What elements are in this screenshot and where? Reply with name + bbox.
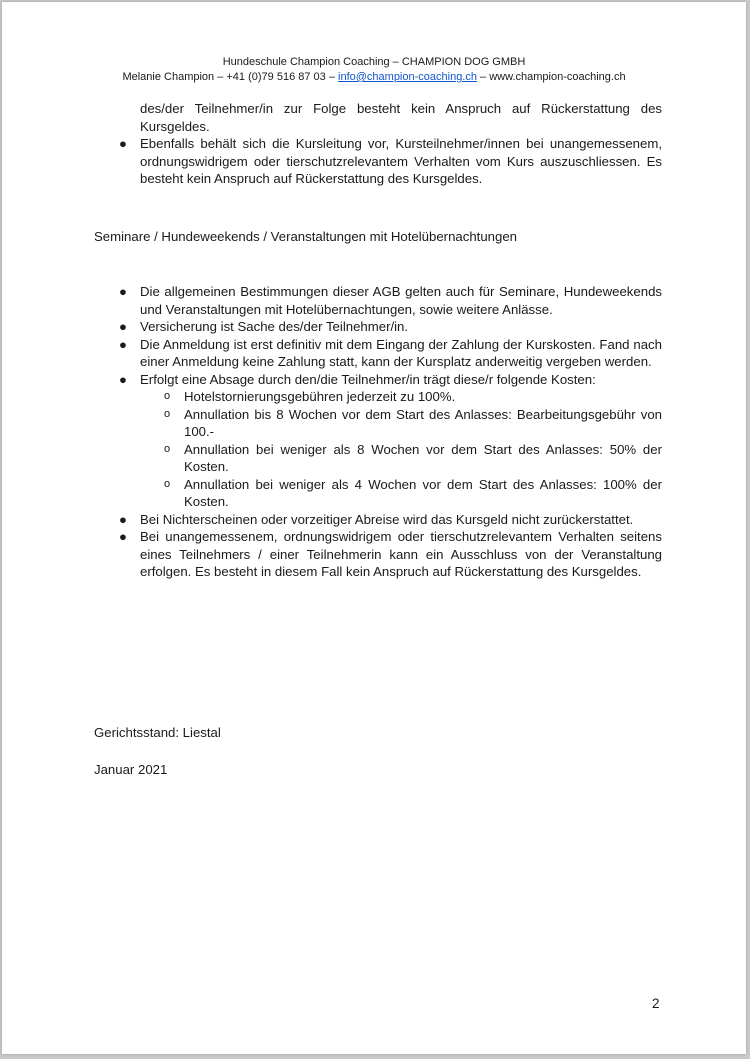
list-item xyxy=(94,528,662,581)
list-item xyxy=(94,283,662,318)
email-link[interactable]: info@champion-coaching.ch xyxy=(338,71,477,83)
list-item-text: Erfolgt eine Absage durch den/die Teilnehmer/in trägt diese/r folgende Kosten: xyxy=(140,371,596,387)
bullet-icon: ● xyxy=(119,371,127,387)
sub-list-item xyxy=(140,388,662,406)
letterhead xyxy=(2,55,746,85)
page-number: 2 xyxy=(652,996,660,1011)
list-item-text: Bei unangemessenem, ordnungswidrigem oder tierschutzrelevantem Verhalten seitens eines Teilnehmers / einer Teilnehmerin kann ein Ausschluss von der Veranstaltung erfolgen. Es besteht in diesem Fall kein Anspruch auf Rückerstattung des Kursgeldes. xyxy=(140,529,662,579)
contact-name-phone: Melanie Champion – +41 (0)79 516 87 03 – xyxy=(122,71,339,83)
letterhead-contact xyxy=(2,70,746,85)
sub-list-item-text: Hotelstornierungsgebühren jederzeit zu 100%. xyxy=(184,389,456,404)
circle-bullet-icon: o xyxy=(163,390,171,402)
list-item-text: Versicherung ist Sache des/der Teilnehmer/in. xyxy=(140,319,409,334)
letterhead-company: Hundeschule Champion Coaching – CHAMPION DOG GMBH xyxy=(222,56,526,68)
list-item xyxy=(94,135,662,188)
list-item-text: Ebenfalls behält sich die Kursleitung vor, Kursteilnehmer/innen bei unangemessenem, ordnungswidrigem oder tierschutzrelevantem Verhalten vom Kurs auszuschliessen. Es besteht kein Anspruch auf Rückerstattung des Kursgeldes. xyxy=(140,136,662,186)
section-heading: Seminare / Hundeweekends / Veranstaltungen mit Hotelübernachtungen xyxy=(94,229,518,244)
cancellation-costs-list xyxy=(140,388,662,511)
terms-list xyxy=(94,283,662,581)
bullet-icon: ● xyxy=(119,529,127,544)
circle-bullet-icon: o xyxy=(163,407,171,420)
circle-bullet-icon: o xyxy=(163,477,171,490)
list-item-text: Bei Nichterscheinen oder vorzeitiger Abreise wird das Kursgeld nicht zurückerstattet. xyxy=(140,511,634,527)
bullet-icon: ● xyxy=(119,284,127,299)
list-item-text: Die allgemeinen Bestimmungen dieser AGB gelten auch für Seminare, Hundeweekends und Veranstaltungen mit Hotelübernachtungen, sowie weitere Anlässe. xyxy=(140,284,662,317)
sub-list-item xyxy=(140,441,662,476)
document-page xyxy=(2,2,746,1054)
bullet-icon: ● xyxy=(119,319,127,334)
sub-list-item xyxy=(140,406,662,441)
contact-website: – www.champion-coaching.ch xyxy=(476,71,626,83)
sub-list-item-text: Annullation bei weniger als 8 Wochen vor dem Start des Anlasses: 50% der Kosten. xyxy=(184,441,662,474)
jurisdiction: Gerichtsstand: Liestal xyxy=(94,725,221,740)
list-item xyxy=(94,511,662,529)
document-date: Januar 2021 xyxy=(94,762,168,777)
bullet-icon: ● xyxy=(119,136,127,151)
sub-list-item-text: Annullation bei weniger als 4 Wochen vor dem Start des Anlasses: 100% der Kosten. xyxy=(184,476,662,509)
list-item-text: Die Anmeldung ist erst definitiv mit dem Eingang der Zahlung der Kurskosten. Fand nach einer Anmeldung keine Zahlung statt, kann der Kursplatz anderweitig vergeben werden. xyxy=(140,336,662,369)
list-item xyxy=(94,318,662,336)
list-item xyxy=(94,371,662,511)
list-item xyxy=(94,336,662,371)
sub-list-item xyxy=(140,476,662,511)
bullet-icon: ● xyxy=(119,511,127,527)
continued-section xyxy=(94,100,662,188)
continued-paragraph: des/der Teilnehmer/in zur Folge besteht kein Anspruch auf Rückerstattung des Kursgeldes. xyxy=(140,101,662,134)
sub-list-item-text: Annullation bis 8 Wochen vor dem Start des Anlasses: Bearbeitungsgebühr von 100.- xyxy=(184,406,662,439)
circle-bullet-icon: o xyxy=(163,442,171,455)
bullet-icon: ● xyxy=(119,336,127,352)
